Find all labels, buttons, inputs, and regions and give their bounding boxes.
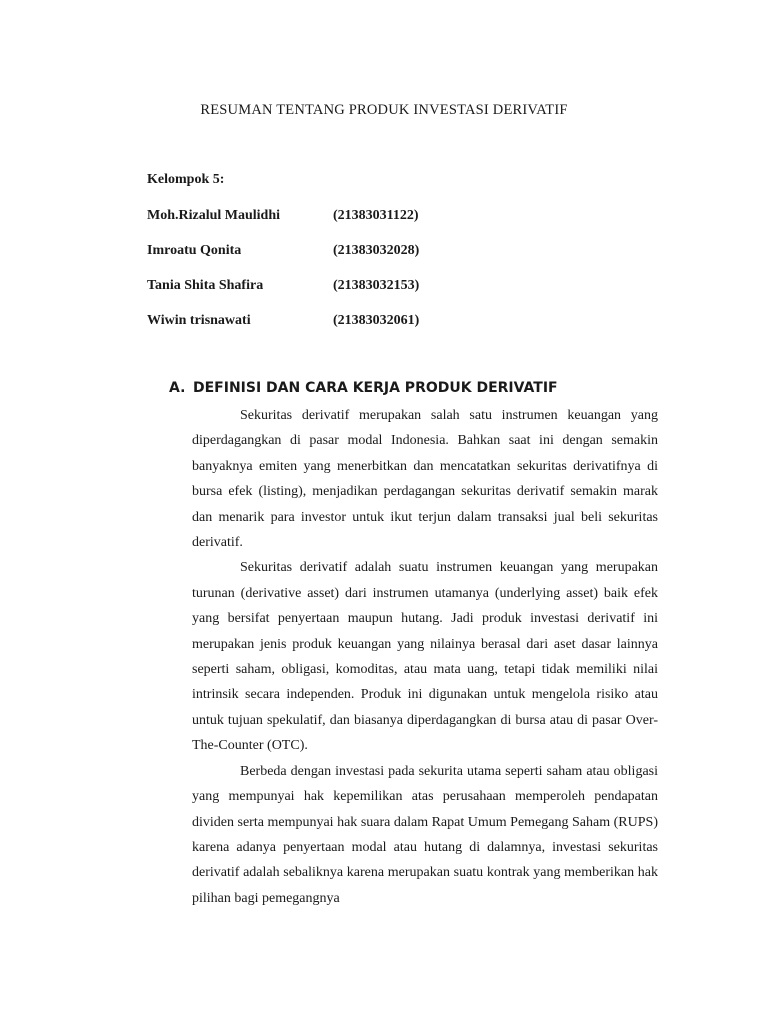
section-heading	[169, 380, 558, 396]
member-name: Imroatu Qonita	[147, 243, 242, 258]
section-body	[192, 403, 658, 911]
section-letter: A.	[169, 380, 186, 396]
member-row	[147, 208, 587, 228]
document-title: RESUMAN TENTANG PRODUK INVESTASI DERIVATIF	[200, 102, 568, 118]
group-label: Kelompok 5:	[147, 172, 225, 187]
member-name: Wiwin trisnawati	[147, 313, 251, 328]
member-nim: (21383032028)	[333, 243, 420, 258]
section-heading-text: DEFINISI DAN CARA KERJA PRODUK DERIVATIF	[193, 380, 558, 396]
body-paragraph: Sekuritas derivatif merupakan salah satu instrumen keuangan yang diperdagangkan di pasar modal Indonesia. Bahkan saat ini dengan semakin banyaknya emiten yang menerbitkan dan mencatatkan sekuritas derivatifnya di bursa efek (listing), menjadikan perdagangan sekuritas derivatif semakin marak dan menarik para investor untuk ikut terjun dalam transaksi jual beli sekuritas derivatif.	[192, 408, 658, 551]
member-name: Tania Shita Shafira	[147, 278, 264, 293]
member-row	[147, 313, 587, 333]
member-name: Moh.Rizalul Maulidhi	[147, 208, 281, 223]
member-nim: (21383032061)	[333, 313, 420, 328]
member-nim: (21383031122)	[333, 208, 419, 223]
body-paragraph: Sekuritas derivatif adalah suatu instrumen keuangan yang merupakan turunan (derivative asset) dari instrumen utamanya (underlying asset) baik efek yang bersifat penyertaan maupun hutang. Jadi produk investasi derivatif ini merupakan jenis produk keuangan yang nilainya berasal dari aset dasar lainnya seperti saham, obligasi, komoditas, atau mata uang, tetapi tidak memiliki nilai intrinsik secara independen. Produk ini digunakan untuk mengelola risiko atau untuk tujuan spekulatif, dan biasanya diperdagangkan di bursa atau di pasar Over-The-Counter (OTC).	[192, 560, 658, 754]
member-row	[147, 243, 587, 263]
body-paragraph: Berbeda dengan investasi pada sekurita utama seperti saham atau obligasi yang mempunyai hak kepemilikan atas perusahaan memperoleh pendapatan dividen serta mempunyai hak suara dalam Rapat Umum Pemegang Saham (RUPS) karena adanya penyertaan modal atau hutang di dalamnya, investasi sekuritas derivatif adalah sebaliknya karena merupakan suatu kontrak yang memberikan hak pilihan bagi pemegangnya	[192, 763, 658, 906]
member-nim: (21383032153)	[333, 278, 420, 293]
member-row	[147, 278, 587, 298]
